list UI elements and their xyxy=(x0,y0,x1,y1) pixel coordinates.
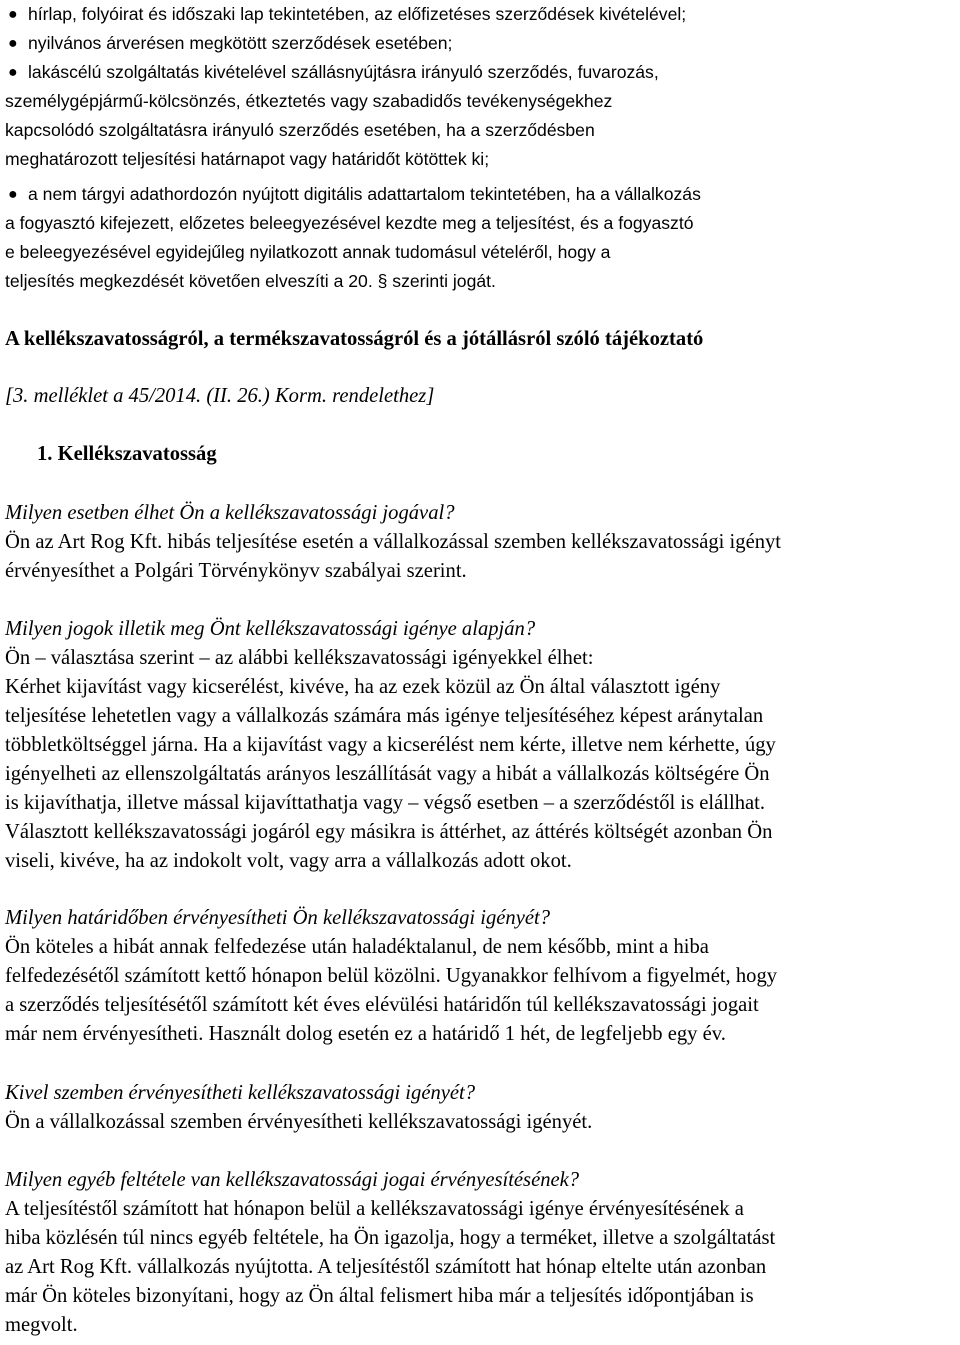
section-title: 1. Kellékszavatosság xyxy=(37,443,217,465)
answer-line: az Art Rog Kft. vállalkozás nyújtotta. A teljesítéstől számított hat hónap eltelte után azonban xyxy=(5,1256,767,1278)
answer-line: többletköltséggel járna. Ha a kijavítást vagy a kicserélést nem kérte, illetve nem kérhette, úgy xyxy=(5,734,776,756)
bullet-icon: ● xyxy=(8,186,18,203)
answer-line: Ön köteles a hibát annak felfedezése után haladéktalanul, de nem később, mint a hiba xyxy=(5,936,709,958)
annex-reference: [3. melléklet a 45/2014. (II. 26.) Korm. rendelethez] xyxy=(5,385,435,407)
bullet-item-3 xyxy=(5,58,958,87)
bullet-line: hírlap, folyóirat és időszaki lap tekintetében, az előfizetéses szerződések kivételével; xyxy=(28,4,687,24)
answer-line: A teljesítéstől számított hat hónapon belül a kellékszavatossági igénye érvényesítésének a xyxy=(5,1198,744,1220)
answer-line: Választott kellékszavatossági jogáról egy másikra is áttérhet, az áttérés költségét azonban Ön xyxy=(5,821,773,843)
bullet-item-3-continuation xyxy=(5,87,935,175)
question: Milyen egyéb feltétele van kellékszavatossági jogai érvényesítésének? xyxy=(5,1169,580,1191)
bullet-line: lakáscélú szolgáltatás kivételével szállásnyújtásra irányuló szerződés, fuvarozás, xyxy=(28,62,659,82)
question: Milyen esetben élhet Ön a kellékszavatossági jogával? xyxy=(5,502,455,524)
bullet-line: kapcsolódó szolgáltatásra irányuló szerződés esetében, ha a szerződésben xyxy=(5,120,595,141)
answer-line: felfedezésétől számított kettő hónapon belül közölni. Ugyanakkor felhívom a figyelmét, hogy xyxy=(5,965,778,987)
answer-line: a szerződés teljesítésétől számított két éves elévülési határidőn túl kellékszavatossági jogait xyxy=(5,994,759,1016)
question: Milyen jogok illetik meg Önt kellékszavatossági igénye alapján? xyxy=(5,618,536,640)
bullet-item-4 xyxy=(5,180,958,209)
answer-line: már Ön köteles bizonyítani, hogy az Ön által felismert hiba már a teljesítés időpontjában is xyxy=(5,1285,754,1307)
answer-line: Ön az Art Rog Kft. hibás teljesítése esetén a vállalkozással szemben kellékszavatossági igényt xyxy=(5,531,782,553)
bullet-item-1 xyxy=(5,0,958,29)
answer-line: megvolt. xyxy=(5,1314,78,1336)
bullet-item-4-continuation xyxy=(5,209,935,297)
bullet-item-2 xyxy=(5,29,958,58)
bullet-line: a fogyasztó kifejezett, előzetes beleegyezésével kezdte meg a teljesítést, és a fogyasztó xyxy=(5,213,694,233)
bullet-line: a nem tárgyi adathordozón nyújtott digitális adattartalom tekintetében, ha a vállalkozás xyxy=(28,184,701,204)
bullet-line: teljesítés megkezdését követően elveszíti a 20. § szerinti jogát. xyxy=(5,271,496,292)
qa-block-3 xyxy=(5,904,777,1049)
info-heading: A kellékszavatosságról, a termékszavatosságról és a jótállásról szóló tájékoztató xyxy=(5,328,704,350)
answer-line: Ön – választása szerint – az alábbi kellékszavatossági igényekkel élhet: xyxy=(5,647,594,669)
bullet-icon: ● xyxy=(8,64,18,81)
answer-line: teljesítése lehetetlen vagy a vállalkozás számára más igénye teljesítéséhez képest aránytalan xyxy=(5,705,764,727)
qa-block-5 xyxy=(5,1166,775,1340)
question: Milyen határidőben érvényesítheti Ön kellékszavatossági igényét? xyxy=(5,907,551,929)
answer-line: már nem érvényesítheti. Használt dolog esetén ez a határidő 1 hét, de legfeljebb egy év. xyxy=(5,1023,726,1045)
answer-line: viseli, kivéve, ha az indokolt volt, vagy arra a vállalkozás adott okot. xyxy=(5,850,572,872)
answer-line: Ön a vállalkozással szemben érvényesítheti kellékszavatossági igényét. xyxy=(5,1111,593,1133)
bullet-line: nyilvános árverésen megkötött szerződések esetében; xyxy=(28,33,453,53)
bullet-line: személygépjármű-kölcsönzés, étkeztetés vagy szabadidős tevékenységekhez xyxy=(5,91,613,111)
qa-block-4 xyxy=(5,1079,592,1137)
answer-line: Kérhet kijavítást vagy kicserélést, kivéve, ha az ezek közül az Ön által választott igény xyxy=(5,676,721,698)
question: Kivel szemben érvényesítheti kellékszavatossági igényét? xyxy=(5,1082,476,1104)
answer-line: érvényesíthet a Polgári Törvénykönyv szabályai szerint. xyxy=(5,560,467,582)
bullet-icon: ● xyxy=(8,6,18,23)
qa-block-1 xyxy=(5,499,781,586)
answer-line: hiba közlésén túl nincs egyéb feltétele, ha Ön igazolja, hogy a terméket, illetve a szolgáltatást xyxy=(5,1227,776,1249)
bullet-line: e beleegyezésével egyidejűleg nyilatkozott annak tudomásul vételéről, hogy a xyxy=(5,242,611,263)
bullet-line: meghatározott teljesítési határnapot vagy határidőt kötöttek ki; xyxy=(5,149,490,170)
answer-line: is kijavíthatja, illetve mással kijavíttathatja vagy – végső esetben – a szerződéstől is elállhat. xyxy=(5,792,766,814)
bullet-icon: ● xyxy=(8,35,18,52)
qa-block-2 xyxy=(5,615,776,876)
answer-line: igényelheti az ellenszolgáltatás arányos leszállítását vagy a hibát a vállalkozás költségére Ön xyxy=(5,763,770,785)
